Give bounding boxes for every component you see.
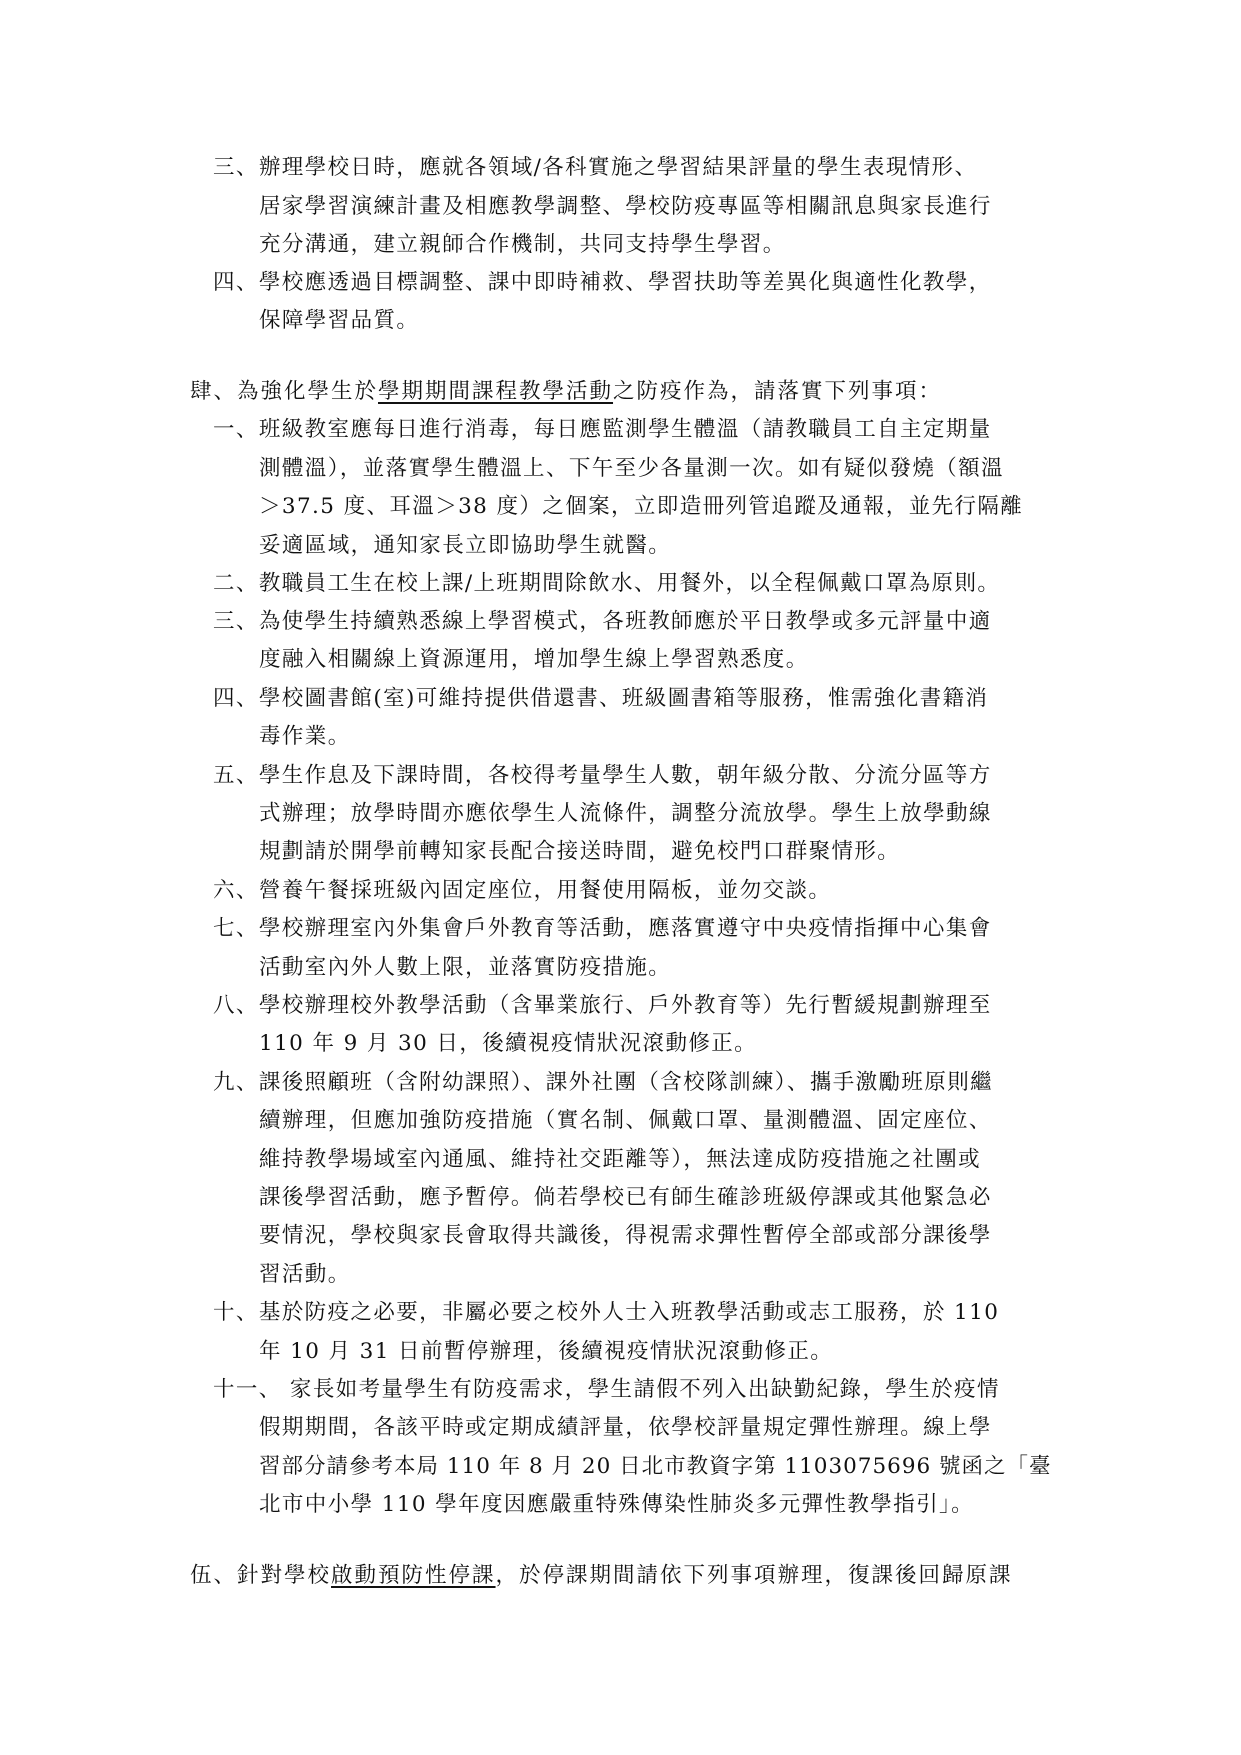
s4-item-3-line-1: [213, 608, 992, 636]
item-text: 教職員工生在校上課/上班期間除飲水、用餐外，以全程佩戴口罩為原則。: [258, 571, 1001, 596]
item-marker: 八、: [213, 993, 259, 1018]
item-4-line-1: [213, 269, 992, 297]
item-marker: 二、: [213, 571, 259, 596]
s4-item-9-line-3: 維持教學場域室內通風、維持社交距離等），無法達成防疫措施之社團或: [259, 1147, 982, 1172]
s4-item-10-line-1: [213, 1299, 999, 1327]
item-marker: 五、: [213, 763, 259, 788]
s4-item-11-line-2: 假期期間，各該平時或定期成績評量，依學校評量規定彈性辦理。線上學: [259, 1415, 992, 1440]
s4-item-10-line-2: 年 10 月 31 日前暫停辦理，後續視疫情狀況滾動修正。: [259, 1339, 834, 1364]
item-text: 課後照顧班（含附幼課照）、課外社團（含校隊訓練）、攜手激勵班原則繼: [258, 1070, 994, 1095]
item-text: 為使學生持續熟悉線上學習模式，各班教師應於平日教學或多元評量中適: [258, 609, 992, 634]
section-5-heading: [190, 1562, 1013, 1590]
s4-item-9-line-6: 習活動。: [259, 1262, 351, 1287]
item-text: 學校圖書館(室)可維持提供借還書、班級圖書箱等服務，惟需強化書籍消: [258, 686, 989, 711]
s4-item-8-line-1: [213, 992, 992, 1020]
item-marker: 九、: [213, 1070, 259, 1095]
s4-item-8-line-2: 110 年 9 月 30 日，後續視疫情狀況滾動修正。: [259, 1031, 758, 1056]
item-text: 營養午餐採班級內固定座位，用餐使用隔板，並勿交談。: [258, 878, 832, 903]
item-3-line-2: 居家學習演練計畫及相應教學調整、學校防疫專區等相關訊息與家長進行: [259, 194, 992, 219]
item-text: 班級教室應每日進行消毒，每日應監測學生體溫（請教職員工自主定期量: [258, 417, 992, 442]
s4-item-4-line-1: [213, 685, 988, 713]
s4-item-6-line-1: [213, 877, 831, 905]
item-marker: 六、: [213, 878, 259, 903]
heading-suffix: 之防疫作為，請落實下列事項：: [613, 379, 943, 404]
item-4-line-2: 保障學習品質。: [259, 308, 420, 333]
item-marker: 四、: [213, 686, 259, 711]
s4-item-11-line-1: [213, 1376, 1000, 1404]
s4-item-9-line-2: 續辦理，但應加強防疫措施（實名制、佩戴口罩、量測體溫、固定座位、: [259, 1108, 992, 1133]
heading-prefix: 伍、針對學校: [190, 1563, 332, 1588]
heading-prefix: 肆、為強化學生於: [190, 379, 379, 404]
s4-item-7-line-2: 活動室內外人數上限，並落實防疫措施。: [259, 955, 672, 980]
item-text: 學校應透過目標調整、課中即時補救、學習扶助等差異化與適性化教學，: [258, 270, 992, 295]
section-4-heading: [190, 378, 942, 406]
s4-item-11-line-3: 習部分請參考本局 110 年 8 月 20 日北市教資字第 1103075696 號函之「臺: [259, 1454, 1052, 1479]
item-marker: 三、: [213, 609, 259, 634]
item-text: 學校辦理校外教學活動（含畢業旅行、戶外教育等）先行暫緩規劃辦理至: [258, 993, 992, 1018]
s4-item-1-line-3: ＞37.5 度、耳溫＞38 度）之個案，立即造冊列管追蹤及通報，並先行隔離: [259, 494, 1024, 519]
item-text: 學校辦理室內外集會戶外教育等活動，應落實遵守中央疫情指揮中心集會: [258, 916, 992, 941]
s4-item-9-line-1: [213, 1069, 993, 1097]
heading-suffix: ，於停課期間請依下列事項辦理，復課後回歸原課: [495, 1563, 1013, 1588]
item-marker: 七、: [213, 916, 259, 941]
item-marker: 十一、: [213, 1377, 282, 1402]
s4-item-11-line-4: 北市中小學 110 學年度因應嚴重特殊傳染性肺炎多元彈性教學指引」。: [259, 1492, 975, 1517]
s4-item-1-line-2: 測體溫），並落實學生體溫上、下午至少各量測一次。如有疑似發燒（額溫: [259, 456, 1004, 481]
item-marker: 三、: [213, 155, 259, 180]
heading-underlined-phrase: 學期期間課程教學活動: [378, 379, 614, 404]
item-3-line-1: [213, 154, 977, 182]
item-text: 學生作息及下課時間，各校得考量學生人數，朝年級分散、分流分區等方: [258, 763, 992, 788]
s4-item-5-line-2: 式辦理；放學時間亦應依學生人流條件，調整分流放學。學生上放學動線: [259, 801, 992, 826]
item-marker: 一、: [213, 417, 259, 442]
s4-item-5-line-1: [213, 762, 992, 790]
s4-item-9-line-5: 要情況，學校與家長會取得共識後，得視需求彈性暫停全部或部分課後學: [259, 1223, 992, 1248]
s4-item-7-line-1: [213, 915, 992, 943]
s4-item-2-line-1: [213, 570, 1000, 598]
s4-item-1-line-4: 妥適區域，通知家長立即協助學生就醫。: [259, 533, 672, 558]
item-text: 辦理學校日時，應就各領域/各科實施之學習結果評量的學生表現情形、: [258, 155, 978, 180]
heading-underlined-phrase: 啟動預防性停課: [331, 1563, 496, 1588]
item-marker: 四、: [213, 270, 259, 295]
s4-item-1-line-1: [213, 416, 992, 444]
item-text: 家長如考量學生有防疫需求，學生請假不列入出缺勤紀錄，學生於疫情: [281, 1377, 1000, 1402]
item-3-line-3: 充分溝通，建立親師合作機制，共同支持學生學習。: [259, 232, 786, 257]
s4-item-9-line-4: 課後學習活動，應予暫停。倘若學校已有師生確診班級停課或其他緊急必: [259, 1185, 992, 1210]
item-marker: 十、: [213, 1300, 259, 1325]
item-text: 基於防疫之必要，非屬必要之校外人士入班教學活動或志工服務，於 110: [258, 1300, 1000, 1325]
s4-item-3-line-2: 度融入相關線上資源運用，增加學生線上學習熟悉度。: [259, 647, 809, 672]
s4-item-4-line-2: 毒作業。: [259, 724, 351, 749]
s4-item-5-line-3: 規劃請於開學前轉知家長配合接送時間，避免校門口群聚情形。: [259, 839, 901, 864]
